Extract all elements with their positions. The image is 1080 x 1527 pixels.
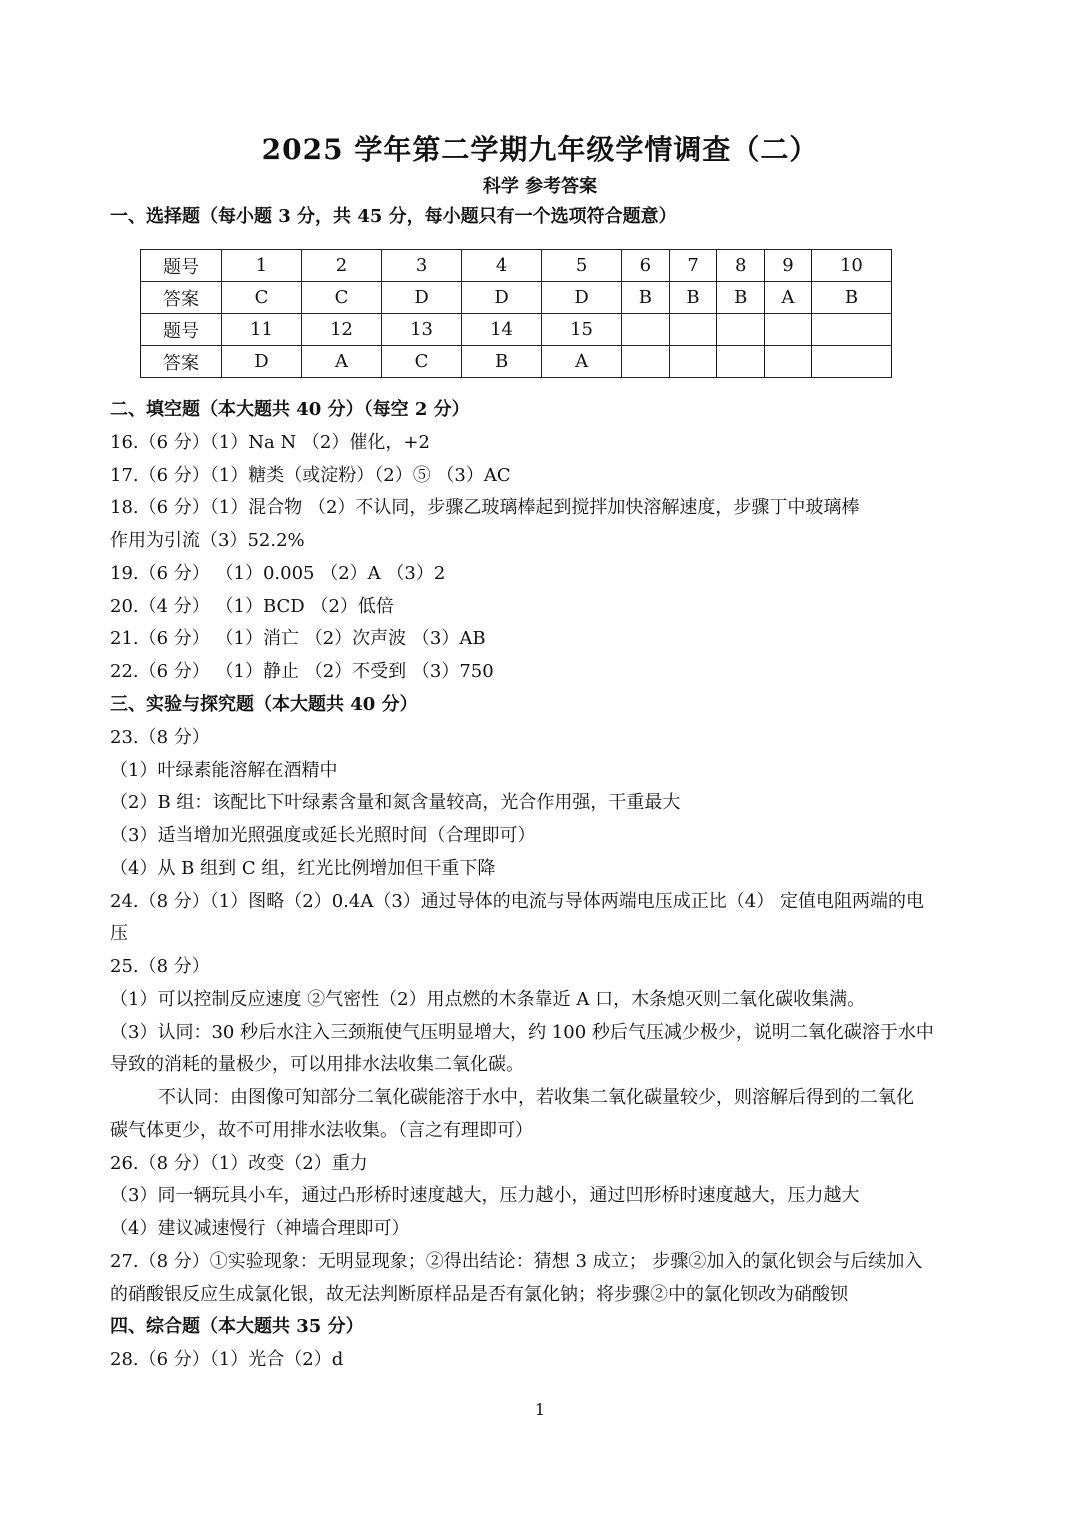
table-cell: 题号 — [141, 250, 222, 282]
table-cell: 6 — [622, 250, 670, 282]
answer-line-24: 24.（8 分）（1）图略（2）0.4A（3）通过导体的电流与导体两端电压成正比（4） 定值电阻两端的电 — [110, 891, 924, 912]
table-row — [141, 250, 892, 282]
section-heading-experiment: 三、实验与探究题（本大题共 40 分） — [110, 694, 418, 715]
table-cell — [622, 346, 670, 378]
answer-line-18: 18.（6 分）（1）混合物 （2）不认同，步骤乙玻璃棒起到搅拌加快溶解速度，步骤丁中玻璃棒 — [110, 497, 860, 518]
table-cell: 8 — [717, 250, 765, 282]
table-cell — [811, 314, 891, 346]
table-cell: 答案 — [141, 346, 222, 378]
answer-line-28: 28.（6 分）（1）光合（2）d — [110, 1349, 344, 1370]
answer-line-23-4: （4）从 B 组到 C 组，红光比例增加但干重下降 — [110, 858, 496, 879]
table-row — [141, 314, 892, 346]
page-title: 2025 学年第二学期九年级学情调查（二） — [261, 133, 819, 166]
table-cell: 9 — [765, 250, 812, 282]
table-cell: D — [382, 282, 462, 314]
choice-answer-table — [140, 249, 892, 378]
table-cell — [811, 346, 891, 378]
table-cell — [717, 314, 765, 346]
table-row — [141, 346, 892, 378]
table-cell: 7 — [669, 250, 717, 282]
answer-line-27: 27.（8 分）①实验现象：无明显现象；②得出结论：猜想 3 成立； 步骤②加入的氯化钡会与后续加入 — [110, 1251, 923, 1272]
answer-line-25-disagree-cont: 碳气体更少，故不可用排水法收集。（言之有理即可） — [110, 1120, 533, 1141]
table-cell: B — [669, 282, 717, 314]
answer-line-26-4: （4）建议减速慢行（神墙合理即可） — [110, 1218, 410, 1239]
answer-line-16: 16.（6 分）（1）Na N （2）催化，+2 — [110, 432, 430, 453]
answer-line-25-disagree: 不认同：由图像可知部分二氧化碳能溶于水中，若收集二氧化碳量较少，则溶解后得到的二氧化 — [158, 1087, 914, 1108]
table-cell: 题号 — [141, 314, 222, 346]
table-cell: B — [622, 282, 670, 314]
table-cell: 5 — [542, 250, 622, 282]
table-cell — [765, 346, 812, 378]
table-cell: 13 — [382, 314, 462, 346]
answer-line-26: 26.（8 分）（1）改变（2）重力 — [110, 1153, 368, 1174]
table-cell: 答案 — [141, 282, 222, 314]
section-heading-fill-blank: 二、填空题（本大题共 40 分）（每空 2 分） — [110, 399, 470, 420]
answer-line-19: 19.（6 分） （1）0.005 （2）A （3）2 — [110, 563, 446, 584]
answer-line-26-3: （3）同一辆玩具小车，通过凸形桥时速度越大，压力越小，通过凹形桥时速度越大，压力越大 — [110, 1185, 860, 1206]
table-cell: B — [462, 346, 542, 378]
answer-line-23-2: （2）B 组：该配比下叶绿素含量和氮含量较高，光合作用强，干重最大 — [110, 792, 681, 813]
table-row — [141, 282, 892, 314]
answer-line-22: 22.（6 分） （1）静止 （2）不受到 （3）750 — [110, 661, 494, 682]
table-cell: C — [222, 282, 302, 314]
answer-line-25-3-cont: 导致的消耗的量极少，可以用排水法收集二氧化碳。 — [110, 1054, 524, 1075]
section-heading-comprehensive: 四、综合题（本大题共 35 分） — [110, 1316, 364, 1337]
answer-line-18-cont: 作用为引流（3）52.2% — [110, 530, 305, 551]
page-number: 1 — [534, 1400, 546, 1419]
answer-line-25-1: （1）可以控制反应速度 ②气密性（2）用点燃的木条靠近 A 口，木条熄灭则二氧化碳收集满。 — [110, 989, 866, 1010]
table-cell: A — [302, 346, 382, 378]
table-cell — [622, 314, 670, 346]
table-cell: 4 — [462, 250, 542, 282]
table-cell: C — [382, 346, 462, 378]
table-cell: A — [542, 346, 622, 378]
table-cell: 11 — [222, 314, 302, 346]
table-cell: 10 — [811, 250, 891, 282]
table-cell: D — [542, 282, 622, 314]
table-cell: 15 — [542, 314, 622, 346]
answer-line-24-cont: 压 — [110, 923, 128, 944]
table-cell: A — [765, 282, 812, 314]
table-cell: 2 — [302, 250, 382, 282]
table-cell: 3 — [382, 250, 462, 282]
answer-line-25-3: （3）认同：30 秒后水注入三颈瓶使气压明显增大，约 100 秒后气压减少极少，说明二氧化碳溶于水中 — [110, 1022, 934, 1043]
table-cell — [717, 346, 765, 378]
answer-line-17: 17.（6 分）（1）糖类（或淀粉）（2）⑤ （3）AC — [110, 465, 511, 486]
answer-line-20: 20.（4 分） （1）BCD （2）低倍 — [110, 596, 394, 617]
answer-line-21: 21.（6 分） （1）消亡 （2）次声波 （3）AB — [110, 628, 486, 649]
page-subtitle: 科学 参考答案 — [482, 176, 598, 197]
table-cell: 1 — [222, 250, 302, 282]
table-cell — [669, 346, 717, 378]
answer-line-23-1: （1）叶绿素能溶解在酒精中 — [110, 760, 338, 781]
table-cell: D — [462, 282, 542, 314]
answer-line-23-3: （3）适当增加光照强度或延长光照时间（合理即可） — [110, 825, 536, 846]
table-cell — [669, 314, 717, 346]
table-cell: B — [717, 282, 765, 314]
answer-line-23: 23.（8 分） — [110, 727, 210, 748]
section-heading-choice: 一、选择题（每小题 3 分，共 45 分，每小题只有一个选项符合题意） — [110, 206, 677, 227]
answer-line-25: 25.（8 分） — [110, 956, 210, 977]
table-cell: B — [811, 282, 891, 314]
table-cell: 12 — [302, 314, 382, 346]
table-cell: C — [302, 282, 382, 314]
table-cell: D — [222, 346, 302, 378]
table-cell — [765, 314, 812, 346]
table-cell: 14 — [462, 314, 542, 346]
answer-line-27-cont: 的硝酸银反应生成氯化银，故无法判断原样品是否有氯化钠；将步骤②中的氯化钡改为硝酸钡 — [110, 1284, 848, 1305]
